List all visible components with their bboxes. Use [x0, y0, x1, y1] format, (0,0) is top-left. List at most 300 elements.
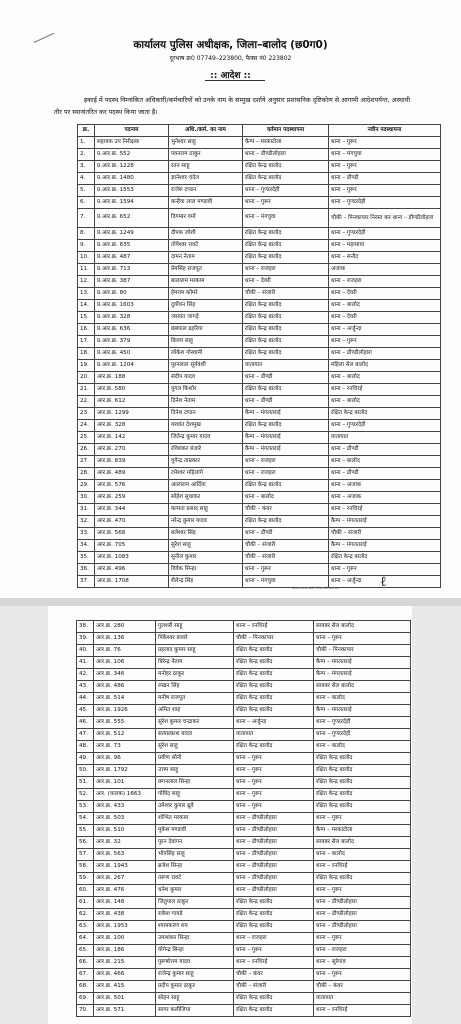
- cell-current-posting: यातायात: [234, 729, 314, 741]
- cell-designation: प्र.आर.क्र. 635: [95, 240, 169, 252]
- cell-serial: 52.: [77, 789, 94, 801]
- cell-designation: आर.क्र. 1083: [95, 552, 169, 564]
- cell-designation: आर.क्र. 346: [94, 669, 156, 681]
- cell-designation: आर.क्र. 1299: [95, 408, 169, 420]
- table-row: [77, 813, 411, 825]
- table-row: [77, 981, 411, 993]
- cell-new-posting: थाना – गुण्डरदेही: [329, 197, 441, 209]
- cell-serial: 24.: [78, 420, 95, 432]
- cell-name: कन्हैया लाल मण्डावी: [169, 197, 243, 209]
- cell-name: दिनेश नेताम: [169, 396, 243, 408]
- table-row: [78, 420, 441, 432]
- cell-new-posting: रक्षित केन्द्र बालोद: [329, 552, 441, 564]
- cell-name: बलेश्वर सिंह: [169, 528, 243, 540]
- table-row: [78, 552, 441, 564]
- cell-new-posting: थाना – डौण्डीलोहारा: [314, 921, 411, 933]
- cell-name: युगेन्द्र ताम्रकार: [169, 456, 243, 468]
- cell-designation: आर.क्र. 186: [94, 945, 156, 957]
- table-row: [78, 480, 441, 492]
- cell-name: उमाशंकर सिन्हा: [156, 933, 234, 945]
- cell-current-posting: रक्षित केन्द्र बालोद: [243, 336, 329, 348]
- cell-name: तरूण रावटे: [156, 873, 234, 885]
- cell-name: शैलेन्द्र सिंह: [169, 576, 243, 588]
- cell-current-posting: थाना – डौण्डीलोहारा: [234, 849, 314, 861]
- cell-serial: 38.: [77, 621, 94, 633]
- table-row: [77, 681, 411, 693]
- cell-name: उमेश्वर कुमार ध्रुवे: [156, 801, 234, 813]
- cell-serial: 17.: [78, 336, 95, 348]
- table-row: [77, 933, 411, 945]
- cell-current-posting: रक्षित केन्द्र बालोद: [243, 173, 329, 185]
- scanner-watermark: Scanned with CamScanner: [292, 586, 340, 590]
- cell-serial: 49.: [77, 753, 94, 765]
- cell-new-posting: थाना – रनचिरई: [329, 384, 441, 396]
- cell-current-posting: थाना – राजहरा: [243, 468, 329, 480]
- cell-new-posting: रक्षित केन्द्र बालोद: [314, 801, 411, 813]
- cell-name: तोपेश्वर रावटे: [169, 240, 243, 252]
- table-row: [78, 444, 441, 456]
- cell-current-posting: रक्षित केन्द्र बालोद: [243, 516, 329, 528]
- cell-serial: 56.: [77, 837, 94, 849]
- cell-name: सत्यप्रकाश यादव: [156, 729, 234, 741]
- cell-name: रविशंकर बंजारे: [169, 444, 243, 456]
- table-row: [77, 1005, 411, 1017]
- cell-name: दिनेश टण्डन: [169, 408, 243, 420]
- cell-new-posting: थाना – गुरूर: [329, 336, 441, 348]
- cell-serial: 47.: [77, 729, 94, 741]
- table-row: [78, 348, 441, 360]
- cell-new-posting: थाना – गुरूर: [314, 969, 411, 981]
- cell-name: सुरेश साहू: [169, 540, 243, 552]
- cell-serial: 6.: [78, 197, 95, 209]
- cell-designation: आर.क्र. 555: [94, 717, 156, 729]
- cell-current-posting: रक्षित केन्द्र बालोद: [243, 312, 329, 324]
- signature-mark: ℓ: [380, 574, 387, 590]
- cell-name: गुलशरी साहू: [156, 621, 234, 633]
- table-row: [78, 149, 441, 161]
- cell-serial: 23.: [78, 408, 95, 420]
- cell-new-posting: यातायात: [329, 432, 441, 444]
- cell-designation: प्र.आर.क्र. 713: [95, 264, 169, 276]
- cell-serial: 25.: [78, 432, 95, 444]
- cell-serial: 59.: [77, 873, 94, 885]
- cell-serial: 35.: [78, 552, 95, 564]
- table-row: [77, 633, 411, 645]
- cell-designation: सहायक उप निरीक्षक: [95, 137, 169, 149]
- cell-new-posting: रक्षित केन्द्र बालोद: [329, 408, 441, 420]
- cell-new-posting: रक्षित केन्द्र बालोद: [314, 765, 411, 777]
- cell-designation: आर.क्र. 514: [94, 693, 156, 705]
- cell-designation: आर.क्र. 1708: [95, 576, 169, 588]
- cell-name: पिंकेश्वर बंजारे: [156, 633, 234, 645]
- cell-new-posting: रक्षित केन्द्र बालोद: [314, 873, 411, 885]
- table-row: [78, 197, 441, 209]
- cell-designation: प्र.आर.क्र. 387: [95, 276, 169, 288]
- cell-designation: आर. (चालक) 1663: [94, 789, 156, 801]
- page-gap: [0, 598, 461, 606]
- cell-new-posting: थाना – राजहरा: [329, 276, 441, 288]
- cell-current-posting: रक्षित केन्द्र बालोद: [243, 300, 329, 312]
- cell-designation: आर.क्र. 344: [95, 504, 169, 516]
- cell-serial: 12.: [78, 276, 95, 288]
- cell-name: छबपाल डहरिया: [169, 324, 243, 336]
- cell-designation: प्र.आर.क्र. 1553: [95, 185, 169, 197]
- cell-new-posting: थाना – डौण्डीलोहारा: [314, 909, 411, 921]
- table-row: [77, 717, 411, 729]
- cell-name: पूरन देवांगन: [156, 837, 234, 849]
- cell-designation: आर.क्र. 136: [94, 633, 156, 645]
- cell-name: जितेन्द्र कुमार यादव: [169, 432, 243, 444]
- cell-serial: 48.: [77, 741, 94, 753]
- cell-new-posting: कैम्प – मरकाटोला: [314, 825, 411, 837]
- cell-serial: 67.: [77, 969, 94, 981]
- cell-new-posting: कैम्प – मंगलतराई: [329, 516, 441, 528]
- table-row: [78, 288, 441, 300]
- cell-name: भोपसिंह साहू: [156, 849, 234, 861]
- cell-name: लखन सिंह: [156, 681, 234, 693]
- cell-new-posting: थाना – सनौद: [329, 252, 441, 264]
- cell-serial: 28.: [78, 468, 95, 480]
- cell-designation: आर.क्र. 73: [94, 741, 156, 753]
- cell-new-posting: थाना – राजहरा: [314, 945, 411, 957]
- cell-current-posting: थाना – गुरूर: [243, 197, 329, 209]
- cell-designation: प्र.आर.क्र. 636: [95, 324, 169, 336]
- cell-designation: आर.क्र. 563: [94, 849, 156, 861]
- cell-current-posting: थाना – गुरूर: [234, 945, 314, 957]
- table-row: [78, 516, 441, 528]
- cell-current-posting: चौकी – संजारी: [234, 981, 314, 993]
- cell-current-posting: रक्षित केन्द्र बालोद: [234, 705, 314, 717]
- cell-current-posting: कैम्प – मंगलतराई: [243, 444, 329, 456]
- cell-designation: प्र.आर.क्र. 1228: [95, 161, 169, 173]
- table-row: [78, 228, 441, 240]
- cell-name: सुरेश साहू: [156, 741, 234, 753]
- table-row: [77, 801, 411, 813]
- cell-serial: 50.: [77, 765, 94, 777]
- cell-designation: आर.क्र. 486: [94, 681, 156, 693]
- cell-new-posting: थाना – डौण्डीलोहारा: [314, 897, 411, 909]
- cell-designation: आर.क्र. 259: [95, 492, 169, 504]
- cell-serial: 41.: [77, 657, 94, 669]
- cell-serial: 40.: [77, 645, 94, 657]
- cell-serial: 16.: [78, 324, 95, 336]
- cell-designation: आर.क्र. 328: [95, 420, 169, 432]
- cell-name: मुकेश मण्डावी: [156, 825, 234, 837]
- table-row: [77, 921, 411, 933]
- cell-current-posting: रक्षित केन्द्र बालोद: [243, 348, 329, 360]
- cell-designation: प्र.आर.क्र. 379: [95, 336, 169, 348]
- cell-designation: प्र.आर.क्र. 552: [95, 149, 169, 161]
- cell-serial: 53.: [77, 801, 94, 813]
- office-title: कार्यालय पुलिस अधीक्षक, जिला–बालोद (छ0ग0): [133, 39, 328, 51]
- cell-name: बिरेन्द्र नेताम: [156, 657, 234, 669]
- col-header-current-posting: वर्तमान पदस्थापना: [243, 125, 329, 137]
- table-row: [77, 777, 411, 789]
- cell-serial: 42.: [77, 669, 94, 681]
- cell-serial: 21.: [78, 384, 95, 396]
- table-row: [77, 825, 411, 837]
- cell-serial: 44.: [77, 693, 94, 705]
- cell-designation: प्र.आर.क्र. 1603: [95, 300, 169, 312]
- cell-new-posting: थाना – अर्जुन्दा: [329, 576, 441, 588]
- cell-new-posting: चौकी – पिनकापार निरस्त कर थाना – डौण्डीलोहारा: [329, 209, 441, 228]
- cell-designation: आर.क्र. 76: [94, 645, 156, 657]
- cell-new-posting: थाना – गुरूर: [314, 885, 411, 897]
- table-row: [78, 209, 441, 228]
- table-row: [77, 729, 411, 741]
- table-row: [78, 161, 441, 173]
- cell-new-posting: रक्षित केन्द्र बालोद: [314, 777, 411, 789]
- table-row: [77, 897, 411, 909]
- cell-current-posting: थाना – डौण्डीलोहारा: [243, 149, 329, 161]
- cell-name: सोहेश सुधाकर: [169, 492, 243, 504]
- cell-current-posting: थाना – अर्जुन्दा: [234, 717, 314, 729]
- cell-current-posting: चौकी – कंवर: [234, 969, 314, 981]
- cell-new-posting: थाना – गुरूर: [314, 813, 411, 825]
- cell-name: युगल किशोर: [169, 384, 243, 396]
- cell-designation: आर.क्र. 466: [94, 969, 156, 981]
- table-row: [78, 324, 441, 336]
- cell-designation: आर.क्र. 489: [95, 468, 169, 480]
- table-row: [78, 252, 441, 264]
- cell-name: योगेन्द्र सिन्हा: [156, 945, 234, 957]
- cell-name: कामता प्रसाद साहू: [169, 504, 243, 516]
- cell-serial: 19.: [78, 360, 95, 372]
- cell-name: राकेश गायडे: [156, 909, 234, 921]
- cell-current-posting: रक्षित केन्द्र बालोद: [243, 384, 329, 396]
- cell-serial: 31.: [78, 504, 95, 516]
- cell-new-posting: थाना – बालोद: [329, 456, 441, 468]
- cell-current-posting: थाना – डौण्डी: [243, 528, 329, 540]
- cell-name: विवेक सिन्हा: [169, 564, 243, 576]
- table-row: [77, 705, 411, 717]
- cell-name: दीपक जोशी: [169, 228, 243, 240]
- cell-current-posting: थाना – गुरूर: [243, 564, 329, 576]
- cell-new-posting: चौकी – संजारी: [329, 528, 441, 540]
- cell-new-posting: कैम्प – मंगलतराई: [314, 657, 411, 669]
- cell-name: प्रदीप कुमार ठाकुर: [156, 981, 234, 993]
- cell-serial: 68.: [77, 981, 94, 993]
- cell-designation: प्र.आर.क्र. 328: [95, 312, 169, 324]
- cell-designation: आर.क्र. 705: [95, 540, 169, 552]
- table-row: [77, 969, 411, 981]
- cell-name: टमेश्वर महिलांगे: [169, 468, 243, 480]
- cell-new-posting: यातायात: [314, 993, 411, 1005]
- cell-current-posting: थाना – गुरूर: [234, 801, 314, 813]
- cell-designation: आर.क्र. 501: [94, 993, 156, 1005]
- cell-current-posting: चौकी – संजारी: [243, 288, 329, 300]
- cell-new-posting: थाना – डौण्डी: [329, 468, 441, 480]
- cell-serial: 58.: [77, 861, 94, 873]
- cell-designation: प्र.आर.क्र. 652: [95, 209, 169, 228]
- cell-new-posting: थाना – बालोद: [314, 693, 411, 705]
- cell-designation: आर.क्र. 496: [95, 564, 169, 576]
- cell-name: धनेश कुमार: [156, 885, 234, 897]
- table-row: [77, 621, 411, 633]
- cell-current-posting: थाना – राजहरा: [243, 456, 329, 468]
- table-row: [77, 645, 411, 657]
- table-row: [78, 276, 441, 288]
- cell-new-posting: अजाक: [329, 264, 441, 276]
- cell-current-posting: रक्षित केन्द्र बालोद: [234, 741, 314, 753]
- cell-new-posting: थाना – महामाया: [329, 240, 441, 252]
- cell-designation: आर.क्र. 1953: [94, 921, 156, 933]
- cell-new-posting: थाना – अजाक: [329, 480, 441, 492]
- table-row: [78, 360, 441, 372]
- cell-serial: 64.: [77, 933, 94, 945]
- cell-serial: 3.: [78, 161, 95, 173]
- cell-designation: आर.क्र. 270: [95, 444, 169, 456]
- cell-serial: 34.: [78, 540, 95, 552]
- cell-new-posting: कैम्प – मंगलतराई: [314, 705, 411, 717]
- table-row: [78, 528, 441, 540]
- table-row: [78, 264, 441, 276]
- cell-name: सुरेश कुमार चन्द्राकर: [156, 717, 234, 729]
- cell-new-posting: थाना – गुण्डरदेही: [329, 420, 441, 432]
- cell-designation: आर.क्र. 510: [94, 825, 156, 837]
- cell-new-posting: महिला सेल बालोद: [329, 360, 441, 372]
- cell-name: ज्ञानेश्वर चंदेल: [169, 173, 243, 185]
- col-header-serial: क्र.: [78, 125, 95, 137]
- cell-designation: प्र.आर.क्र. 487: [95, 252, 169, 264]
- col-header-new-posting: नवीन पदस्थापना: [329, 125, 441, 137]
- cell-current-posting: थाना – डौण्डीलोहारा: [234, 861, 314, 873]
- cell-designation: प्र.आर.क्र. 1480: [95, 173, 169, 185]
- table-body-page-1: [78, 137, 441, 588]
- cell-current-posting: थाना – डौण्डीलोहारा: [234, 873, 314, 885]
- cell-designation: आर.क्र. 568: [95, 528, 169, 540]
- cell-current-posting: चौकी – संजारी: [243, 540, 329, 552]
- cell-new-posting: थाना – अर्जुन्दा: [329, 324, 441, 336]
- table-header-row: [78, 125, 441, 137]
- cell-new-posting: कैम्प – मंगलतराई: [314, 669, 411, 681]
- cell-serial: 30.: [78, 492, 95, 504]
- cell-name: रतन साहू: [169, 161, 243, 173]
- cell-current-posting: थाना – रनचिरई: [234, 621, 314, 633]
- cell-current-posting: रक्षित केन्द्र बालोद: [234, 693, 314, 705]
- cell-designation: आर.क्र. 512: [94, 729, 156, 741]
- cell-serial: 54.: [77, 813, 94, 825]
- cell-name: दुर्योधन सिंह: [169, 300, 243, 312]
- table-body-page-2: [77, 621, 411, 1017]
- cell-name: अमित शाह: [156, 705, 234, 717]
- cell-serial: 26.: [78, 444, 95, 456]
- cell-serial: 1.: [78, 137, 95, 149]
- cell-current-posting: रक्षित केन्द्र बालोद: [243, 161, 329, 173]
- cell-designation: आर.क्र. 438: [94, 909, 156, 921]
- table-row: [77, 993, 411, 1005]
- cell-designation: आर.क्र. 215: [94, 957, 156, 969]
- table-row: [77, 873, 411, 885]
- cell-serial: 22.: [78, 396, 95, 408]
- cell-designation: आर.क्र. 476: [94, 885, 156, 897]
- cell-serial: 37.: [78, 576, 95, 588]
- cell-serial: 69.: [77, 993, 94, 1005]
- cell-serial: 39.: [77, 633, 94, 645]
- cell-current-posting: रक्षित केन्द्र बालोद: [243, 420, 329, 432]
- cell-new-posting: थाना – डौण्डी: [329, 173, 441, 185]
- table-row: [78, 336, 441, 348]
- table-row: [77, 789, 411, 801]
- cell-name: भुनेश्वर साहू: [169, 137, 243, 149]
- cell-current-posting: यातायात: [243, 360, 329, 372]
- cell-designation: आर.क्र. 148: [94, 897, 156, 909]
- cell-current-posting: थाना – रनचिरई: [234, 957, 314, 969]
- table-row: [78, 300, 441, 312]
- cell-current-posting: रक्षित केन्द्र बालोद: [234, 645, 314, 657]
- cell-current-posting: थाना – गुरूर: [234, 789, 314, 801]
- cell-new-posting: थाना – बालोद: [314, 741, 411, 753]
- cell-name: श्यामकरण राय: [156, 921, 234, 933]
- cell-name: प्रहलाद कुमार साहू: [156, 645, 234, 657]
- cell-designation: आर.क्र. 576: [95, 480, 169, 492]
- cell-serial: 9.: [78, 240, 95, 252]
- cell-designation: आर.क्र. 612: [95, 396, 169, 408]
- cell-current-posting: थाना – मंगचुवा: [243, 576, 329, 588]
- cell-serial: 20.: [78, 372, 95, 384]
- table-row: [78, 396, 441, 408]
- table-row: [77, 693, 411, 705]
- cell-serial: 66.: [77, 957, 94, 969]
- cell-current-posting: थाना – मंगचुवा: [243, 209, 329, 228]
- cell-name: जितुपाल ठाकुर: [156, 897, 234, 909]
- cell-current-posting: थाना – गुरूर: [234, 753, 314, 765]
- cell-serial: 8.: [78, 228, 95, 240]
- cell-new-posting: थाना – मंगचुवा: [329, 149, 441, 161]
- table-row: [77, 741, 411, 753]
- cell-designation: आर.क्र. 1792: [94, 765, 156, 777]
- cell-serial: 7.: [78, 209, 95, 228]
- cell-serial: 27.: [78, 456, 95, 468]
- table-row: [78, 540, 441, 552]
- cell-serial: 61.: [77, 897, 94, 909]
- cell-new-posting: थाना – रनचिरई: [314, 861, 411, 873]
- cell-current-posting: चौकी – पिनकापार: [234, 633, 314, 645]
- cell-current-posting: रक्षित केन्द्र बालोद: [243, 324, 329, 336]
- cell-serial: 29.: [78, 480, 95, 492]
- cell-new-posting: सायबर सेल बालोद: [314, 621, 411, 633]
- table-row: [78, 173, 441, 185]
- cell-name: नरेन्द्र कुमार यादव: [169, 516, 243, 528]
- cell-current-posting: रक्षित केन्द्र बालोद: [234, 657, 314, 669]
- cell-serial: 11.: [78, 264, 95, 276]
- cell-current-posting: रक्षित केन्द्र बालोद: [243, 240, 329, 252]
- table-row: [77, 669, 411, 681]
- table-row: [77, 837, 411, 849]
- table-row: [78, 137, 441, 149]
- cell-current-posting: थाना – राजहरा: [243, 264, 329, 276]
- cell-new-posting: थाना – गुण्डरदेही: [329, 228, 441, 240]
- cell-designation: आर.क्र. 503: [94, 813, 156, 825]
- cell-current-posting: चौकी – संजारी: [243, 552, 329, 564]
- table-row: [77, 849, 411, 861]
- cell-designation: आर.क्र. 415: [94, 981, 156, 993]
- cell-new-posting: थाना – देवरी: [329, 288, 441, 300]
- cell-current-posting: थाना – डौण्डी: [243, 396, 329, 408]
- cell-designation: आर.क्र. 433: [94, 801, 156, 813]
- cell-serial: 55.: [77, 825, 94, 837]
- cell-new-posting: थाना – सुरेगांव: [314, 957, 411, 969]
- cell-name: राजेन्द्र कुमार साहू: [156, 969, 234, 981]
- cell-name: प्रवीण सोनी: [156, 753, 234, 765]
- cell-new-posting: थाना – बालोद: [329, 300, 441, 312]
- table-row: [78, 456, 441, 468]
- table-row: [77, 957, 411, 969]
- cell-designation: आर.क्र. 106: [94, 657, 156, 669]
- table-row: [78, 384, 441, 396]
- cell-name: उत्तम साहू: [156, 765, 234, 777]
- cell-serial: 57.: [77, 849, 94, 861]
